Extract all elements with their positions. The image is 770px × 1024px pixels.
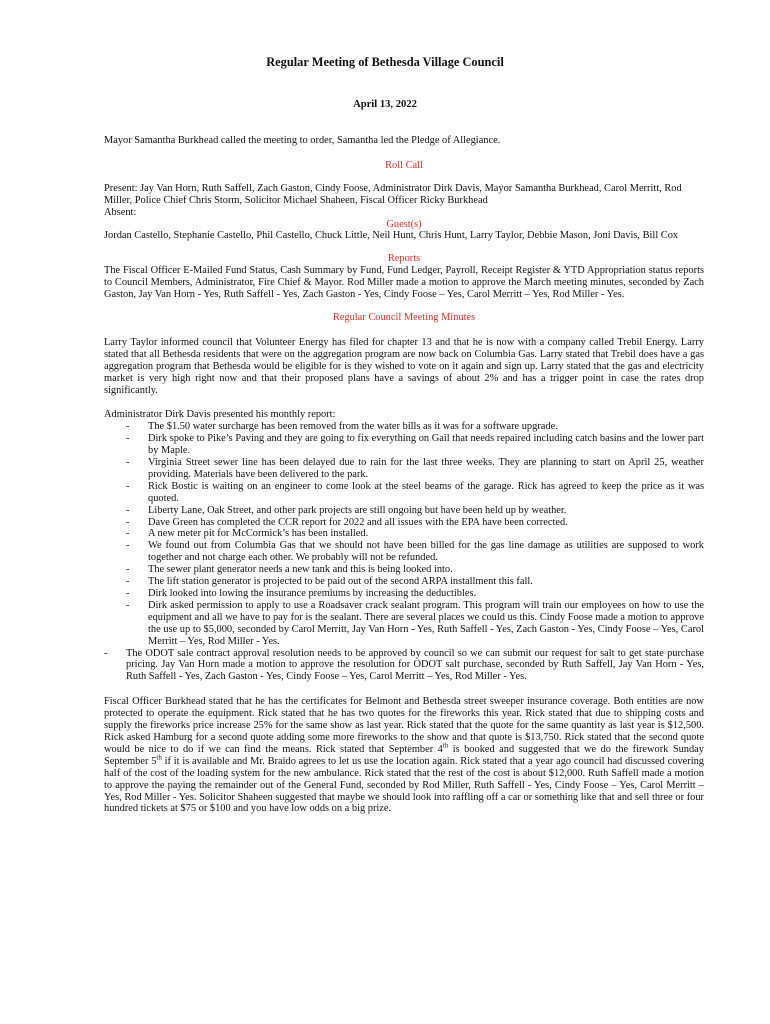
fiscal-officer-paragraph [104, 696, 704, 815]
list-item: - Liberty Lane, Oak Street, and other park projects are still ongoing but have been held up by weather. [126, 505, 704, 517]
list-item: - Dirk spoke to Pike’s Paving and they are going to fix everything on Gail that needs repaired including catch basins and the lower part by Maple. [126, 433, 704, 457]
meeting-date: April 13, 2022 [353, 99, 417, 110]
reports-heading: Reports [387, 253, 421, 265]
guests-heading: Guest(s) [386, 218, 422, 230]
list-item: - The lift station generator is projected to be paid out of the second ARPA installment this fall. [126, 576, 704, 588]
document-title: Regular Meeting of Bethesda Village Council [266, 55, 504, 69]
guests-list: Jordan Castello, Stephanie Castello, Phil Castello, Chuck Little, Neil Hunt, Chris Hunt, Larry Taylor, Debbie Mason, Joni Davis, Bill Cox [104, 230, 679, 242]
list-item: - Rick Bostic is waiting on an engineer to come look at the steel beams of the garage. Rick has agreed to keep the price as it was quoted. [126, 481, 704, 505]
list-item: - Dirk asked permission to apply to use a Roadsaver crack sealant program. This program will train our employees on how to use the equipment and all we have to pay for is the sealant. There are several places we could us this. Cindy Foose made a motion to approve the use up to $5,000, seconded by Carol Merritt, Jay Van Horn - Yes, Ruth Saffell - Yes, Zach Gaston - Yes, Cindy Foose – Yes, Carol Merritt – Yes, Rod Miller - Yes. [126, 600, 704, 648]
administrator-report-list [104, 421, 704, 647]
list-item: - Dave Green has completed the CCR report for 2022 and all issues with the EPA have been corrected. [126, 517, 704, 529]
odot-item-text: The ODOT sale contract approval resolution needs to be approved by council so we can submit our request for salt to get state purchase pricing. Jay Van Horn made a motion to approve the resolution for ODOT salt purchase, seconded by Ruth Saffell, Jay Van Horn - Yes, Ruth Saffell - Yes, Zach Gaston - Yes, Cindy Foose – Yes, Carol Merritt – Yes, Rod Miller - Yes. [126, 647, 704, 683]
list-item: - The sewer plant generator needs a new tank and this is being looked into. [126, 564, 704, 576]
list-item: - Dirk looked into lowing the insurance premiums by increasing the deductibles. [126, 588, 704, 600]
list-dash: - [104, 647, 108, 659]
fiscal-text-part3: if it is available and Mr. Braido agrees to let us use the location again. Rick stated that a year ago council had discussed covering half of the cost of the loading system for the new ambulance. Rick stated that the rest of the cost is about $12,000. Ruth Saffell made a motion to approve the paying the remainder out of the General Fund, seconded by Rod Miller, Ruth Saffell - Yes, Cindy Foose – Yes, Carol Merritt – Yes, Rod Miller - Yes. Solicitor Shaheen suggested that maybe we should look into raffling off a car or something like that and sell three or four hundred tickets at $75 or $100 and you have low odds on a big prize. [104, 755, 704, 815]
list-item: - Virginia Street sewer line has been delayed due to rain for the last three weeks. They are planning to start on April 25, weather providing. Materials have been delivered to the park. [126, 457, 704, 481]
opening-paragraph: Mayor Samantha Burkhead called the meeting to order, Samantha led the Pledge of Allegiance. [104, 135, 501, 146]
minutes-heading: Regular Council Meeting Minutes [332, 311, 476, 323]
odot-item [104, 648, 704, 684]
list-item: - The $1.50 water surcharge has been removed from the water bills as it was for a software upgrade. [126, 421, 704, 433]
larry-taylor-paragraph: Larry Taylor informed council that Volunteer Energy has filed for chapter 13 and that he is now with a company called Trebil Energy. Larry stated that all Bethesda residents that were on the aggregation program are now back on Columbia Gas. Larry stated that Trebil does have a gas aggregation program that Bethesda would be eligible for is they wished to vote on it again and sign up. Larry stated that the gas and electricity market is very high right now and that their proposed plans have a savings of about 2% and has a trigger point in case the rates drop significantly. [104, 336, 704, 396]
document-body [104, 135, 704, 815]
fiscal-superscript-2: th [156, 753, 162, 762]
absent-line: Absent: [104, 206, 137, 218]
fiscal-text-part1: Fiscal Officer Burkhead stated that he has the certificates for Belmont and Bethesda street sweeper insurance coverage. Both entities are now protected to operate the equipment. Rick stated that he has two quotes for the fireworks this year. Rick stated that due to shipping costs and supply the fireworks price increase 25% for the same show as last year. Rick stated that the quote for the same quantity as last year is $12,500. Rick asked Hamburg for a second quote adding some more fireworks to the show and that quote is $13,750. Rick stated that the second quote would be nice to do if we can find the means. Rick stated that September 4 [104, 696, 704, 755]
present-list: Present: Jay Van Horn, Ruth Saffell, Zach Gaston, Cindy Foose, Administrator Dirk Davis, Mayor Samantha Burkhead, Carol Merritt, Rod Miller, Police Chief Chris Storm, Solicitor Michael Shaheen, Fiscal Officer Ricky Burkhead [104, 182, 682, 206]
fiscal-superscript-1: th [442, 741, 449, 750]
list-item: - A new meter pit for McCormick’s has been installed. [126, 528, 704, 540]
administrator-report-intro: Administrator Dirk Davis presented his monthly report: [104, 409, 336, 421]
roll-call-heading: Roll Call [385, 159, 423, 171]
reports-paragraph: The Fiscal Officer E-Mailed Fund Status, Cash Summary by Fund, Fund Ledger, Payroll, Receipt Register & YTD Appropriation status reports to Council Members, Administrator, Fire Chief & Mayor. Rod Miller made a motion to approve the March meeting minutes, seconded by Zach Gaston, Jay Van Horn - Yes, Ruth Saffell - Yes, Zach Gaston - Yes, Cindy Foose – Yes, Carol Merritt – Yes, Rod Miller - Yes. [104, 265, 704, 301]
list-item: - We found out from Columbia Gas that we should not have been billed for the gas line damage as utilities are supposed to work together and not charge each other. We probably will not be refunded. [126, 540, 704, 564]
fiscal-text-part2: is booked and suggested that we do the firework Sunday September 5 [104, 743, 704, 767]
